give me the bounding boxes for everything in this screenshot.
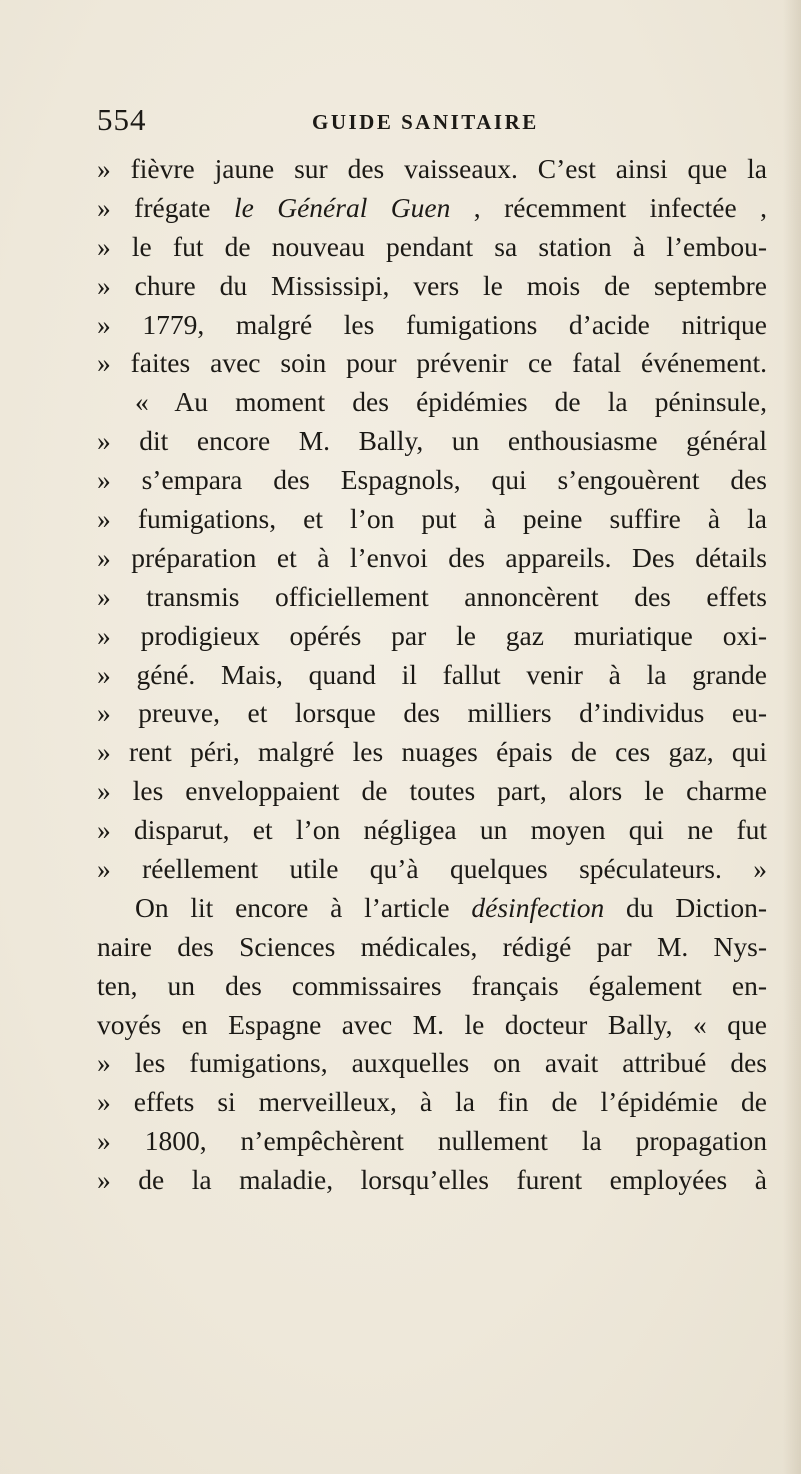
text-line: » fumigations, et l’on put à peine suffire à la [97, 503, 767, 535]
text-line: » réellement utile qu’à quelques spéculateurs. » [97, 853, 767, 885]
text-line: » les enveloppaient de toutes part, alors le charme [97, 775, 767, 807]
article-title: désinfection [471, 891, 605, 923]
text-line: » dit encore M. Bally, un enthousiasme général [97, 425, 767, 457]
text-line: » preuve, et lorsque des milliers d’individus eu- [97, 697, 767, 729]
text-line: » effets si merveilleux, à la fin de l’épidémie de [97, 1086, 767, 1118]
text-line: » 1800, n’empêchèrent nullement la propagation [97, 1125, 767, 1157]
text-line: » 1779, malgré les fumigations d’acide nitrique [97, 308, 767, 340]
text-line: » disparut, et l’on négligea un moyen qui ne fut [97, 814, 767, 846]
page-number: 554 [97, 102, 147, 137]
ship-name: le Général Guen [233, 191, 451, 223]
text-line: » faites avec soin pour prévenir ce fatal événement. [97, 347, 767, 379]
text-span: » frégate [97, 191, 234, 223]
page-header [97, 100, 737, 144]
text-line: » fièvre jaune sur des vaisseaux. C’est ainsi que la [97, 153, 767, 184]
text-line: » de la maladie, lorsqu’elles furent employées à [97, 1164, 767, 1196]
text-line: naire des Sciences médicales, rédigé par M. Nys- [97, 930, 767, 962]
text-line: » chure du Mississipi, vers le mois de septembre [97, 269, 767, 301]
text-span: On lit encore à l’article [135, 891, 472, 923]
text-line: » géné. Mais, quand il fallut venir à la grande [97, 658, 767, 690]
text-line: » rent péri, malgré les nuages épais de ces gaz, qui [97, 736, 767, 768]
text-span: , récemment infectée , [450, 191, 768, 223]
page-edge-shadow [783, 0, 801, 1474]
text-line: « Au moment des épidémies de la péninsule, [135, 386, 767, 418]
text-line: » s’empara des Espagnols, qui s’engouèrent des [97, 464, 767, 496]
text-line: » le fut de nouveau pendant sa station à l’embou- [97, 230, 767, 262]
body-text [97, 150, 767, 1200]
text-line: voyés en Espagne avec M. le docteur Bally, « que [97, 1008, 767, 1040]
text-line: ten, un des commissaires français également en- [97, 969, 767, 1001]
text-line [97, 189, 767, 228]
text-line: » préparation et à l’envoi des appareils. Des détails [97, 541, 767, 573]
running-title: GUIDE SANITAIRE [312, 110, 539, 134]
text-line: » prodigieux opérés par le gaz muriatique oxi- [97, 619, 767, 651]
text-span: du Diction- [604, 891, 767, 923]
text-line [97, 889, 767, 928]
text-line: » les fumigations, auxquelles on avait attribué des [97, 1047, 767, 1079]
text-line: » transmis officiellement annoncèrent des effets [97, 580, 767, 612]
